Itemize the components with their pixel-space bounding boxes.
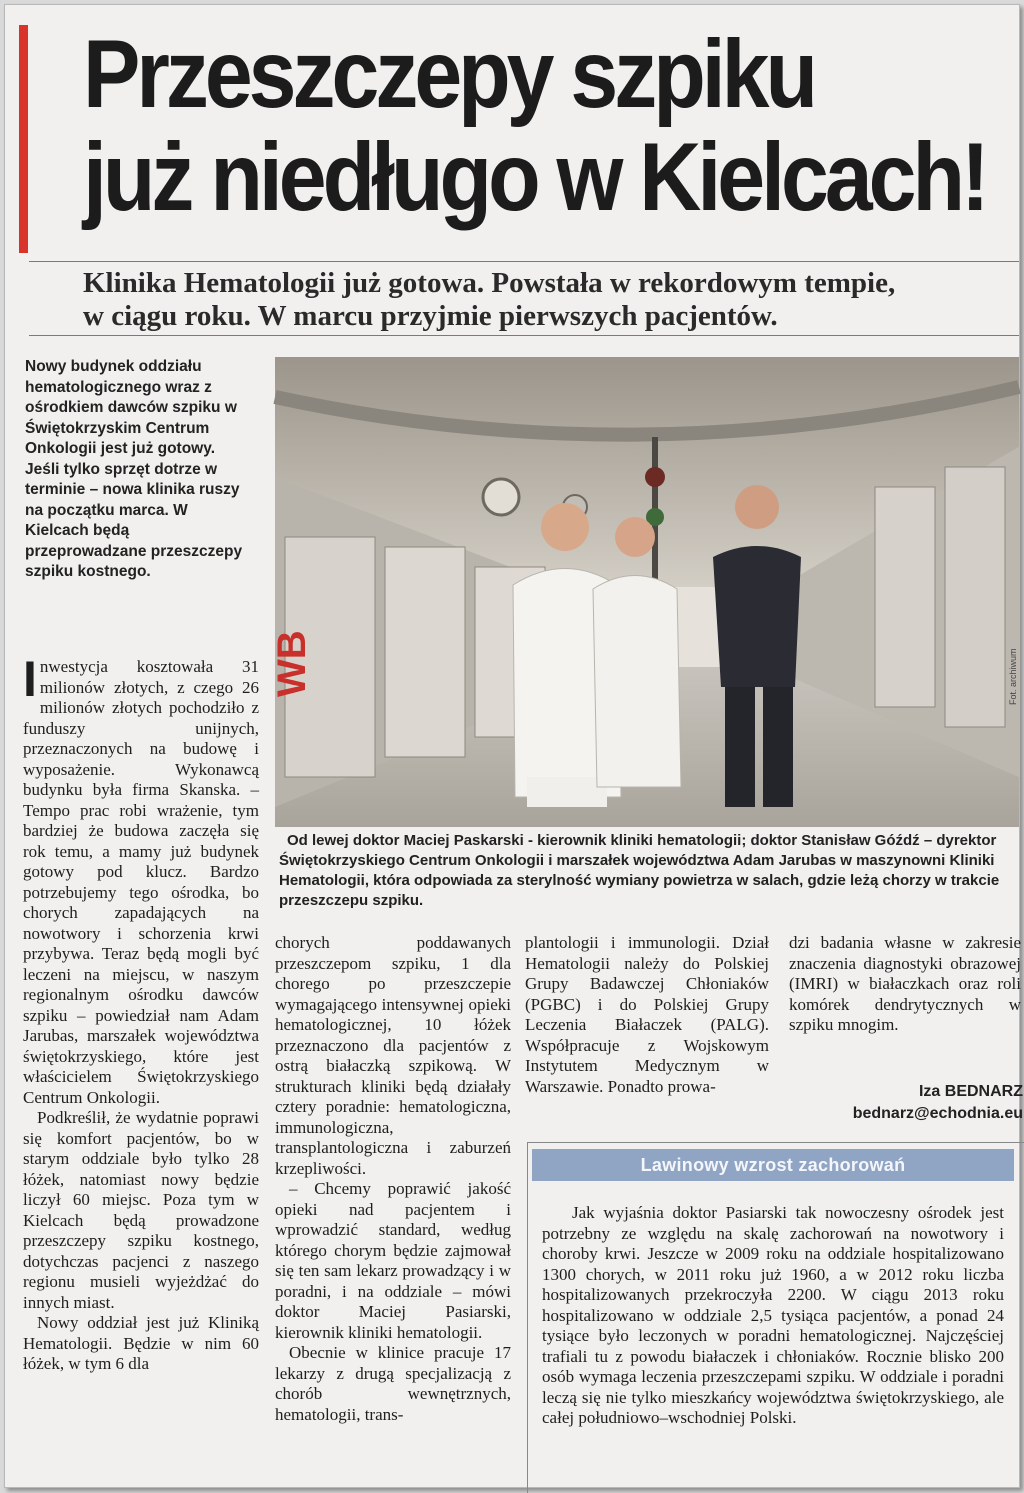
- paragraph: Nowy oddział jest już Kliniką Hematologii. Będzie w nim 60 łóżek, w tym 6 dla: [23, 1313, 259, 1373]
- newspaper-page: [4, 4, 1023, 1488]
- paragraph: Podkreślił, że wydatnie poprawi się komfort pacjentów, bo w starym oddziale było tylko 28 łóżek, natomiast nowy będzie liczył 60 miejsc. Poza tym w Kielcach będą prowadzone przeszczepy szpiku kostnego, dotychczas pacjenci z naszego regionu musieli wyjeżdżać do innych miast.: [23, 1108, 259, 1312]
- author-email: bednarz@echodnia.eu: [852, 1105, 1023, 1122]
- divider-top: [29, 261, 1019, 262]
- lead-paragraph: Nowy budynek oddziału hematologicznego wraz z ośrodkiem dawców szpiku w Świętokrzyskim Centrum Onkologii jest już gotowy. Jeśli tylko sprzęt dotrze w terminie – nowa klinika ruszy na początku marca. W Kielcach będą przeprowadzane przeszczepy szpiku kostnego.: [25, 358, 243, 580]
- paragraph: [23, 651, 259, 1108]
- sidebar-box-body: [542, 1203, 1004, 1429]
- subheadline: [83, 267, 1013, 333]
- paragraph: Obecnie w klinice pracuje 17 lekarzy z drugą specjalizacją z chorób wewnętrznych, hematologii, trans-: [275, 1343, 511, 1424]
- subhead-line-2: w ciągu roku. W marcu przyjmie pierwszych pacjentów.: [83, 300, 778, 332]
- accent-bar: [19, 25, 28, 253]
- photo-illustration: [270, 357, 1019, 827]
- paragraph: plantologii i immunologii. Dział Hematologii należy do Polskiej Grupy Badawczej Chłoniaków (PGBC) i do Polskiej Grupy Leczenia Białaczek (PALG). Współpracuje z Wojskowym Instytutem Medycznym w Warszawie. Ponadto prowa-: [525, 933, 769, 1096]
- divider-bottom: [29, 335, 1019, 336]
- drop-cap: I: [23, 651, 37, 707]
- headline-line-1: Przeszczepy szpiku: [83, 20, 815, 129]
- sidebar-box: [527, 1142, 1024, 1493]
- photo-caption: Od lewej doktor Maciej Paskarski - kierownik kliniki hematologii; doktor Stanisław Góźdź – dyrektor Świętokrzyskiego Centrum Onkologii i marszałek województwa Adam Jarubas w maszynowni Kliniki Hematologii, która odpowiada za sterylność wymiany powietrza w salach, gdzie leżą chorzy w trakcie przeszczepu szpiku.: [279, 832, 1000, 909]
- text-column-2: [275, 933, 511, 1425]
- text-column-4: [789, 933, 1021, 1036]
- photo-credit: Fot. archiwum: [1008, 648, 1018, 705]
- paragraph: Jak wyjaśnia doktor Pasiarski tak nowoczesny ośrodek jest potrzebny ze względu na skalę zachorowań na nowotwory i choroby krwi. Jeszcze w 2009 roku na oddziale hospitalizowano 1300 chorych, w 2011 roku już 1960, a w 2012 roku liczba hospitalizowanych przekroczyła 2200. W ciągu 2013 roku hospitalizowano w oddziale 2,5 tysiąca pacjentów, a ponad 24 tysiące było leczonych w poradni hematologicznej. Najczęściej trafiali tu z powodu białaczek i chłoniaków. Rocznie blisko 200 osób wymaga leczenia przeszczepami szpiku. W oddziale i poradni leczą się nie tylko mieszkańcy województwa świętokrzyskiego, ale całej południowo–wschodniej Polski.: [542, 1203, 1004, 1427]
- paragraph-text: nwestycja kosztowała 31 milionów złotych, z czego 26 milionów złotych pochodziło z funduszy unijnych, przeznaczonych na budowę i wyposażenie. Wykonawcą budynku była firma Skanska. – Tempo prac robi wrażenie, tym bardziej że budowa zaczęła się rok temu, a mamy już budynek gotowy pod klucz. Bardzo potrzebujemy tego ośrodka, bo chorych zapadających na nowotwory i schorzenia krwi przybywa. Teraz będą mogli być leczeni na miejscu, w naszym regionalnym ośrodku dawców szpiku – powiedział nam Adam Jarubas, marszałek województwa świętokrzyskiego, które jest właścicielem Świętokrzyskiego Centrum Onkologii.: [23, 657, 259, 1107]
- headline: [83, 20, 1023, 232]
- svg-text:WB: WB: [270, 630, 314, 697]
- text-column-1: [23, 651, 259, 1375]
- paragraph: – Chcemy poprawić jakość opieki nad pacjentem i wprowadzić standard, według którego chorym będzie zajmował się ten sam lekarz prowadzący i w poradni, i na oddziale – mówi doktor Maciej Pasiarski, kierownik kliniki hematologii.: [275, 1179, 511, 1342]
- subhead-line-1: Klinika Hematologii już gotowa. Powstała w rekordowym tempie,: [83, 267, 896, 299]
- headline-line-2: już niedługo w Kielcach!: [83, 123, 986, 232]
- paragraph: dzi badania własne w zakresie znaczenia diagnostyki obrazowej (IMRI) w białaczkach oraz roli komórek dendrytycznych w szpiku mnogim.: [789, 933, 1021, 1034]
- paragraph: chorych poddawanych przeszczepom szpiku, 1 dla chorego po przeszczepie wymagającego intensywnej opieki hematologicznej, 10 łóżek przeznaczono dla pacjentów z ostrą białaczką szpikową. W strukturach kliniki będą działały cztery poradnie: hematologiczna, immunologiczna, transplantologiczna i zaburzeń krzepliwości.: [275, 933, 511, 1178]
- text-column-3: [525, 933, 769, 1097]
- article-photo: [270, 357, 1019, 827]
- sidebar-box-title: Lawinowy wzrost zachorowań: [532, 1149, 1014, 1181]
- author-name: Iza BEDNARZ: [918, 1083, 1023, 1100]
